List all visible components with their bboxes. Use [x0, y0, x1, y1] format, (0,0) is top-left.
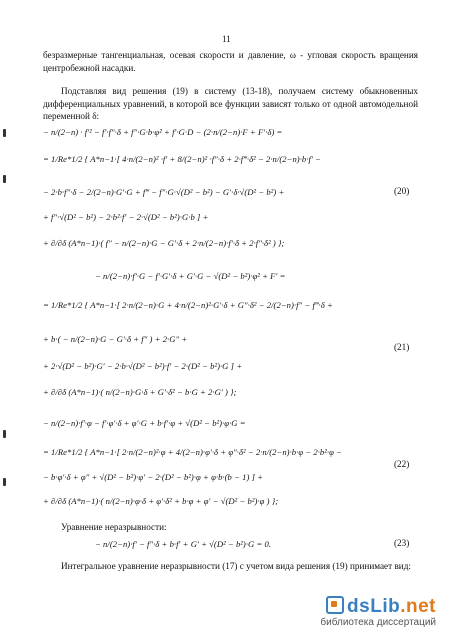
watermark-logo-tld: .net: [400, 596, 436, 617]
equation-number-23: (23): [394, 538, 410, 548]
equation-20-line-1: − n/(2−n) · f′² − f′·f″·δ + f″·G·b·φ² + f′·G·D − (2·n/(2−n)·F + F′·δ) =: [43, 127, 283, 137]
watermark-caption: библиотека диссертаций: [320, 617, 436, 628]
page-number: 11: [222, 34, 231, 44]
equation-number-20: (20): [394, 186, 410, 196]
equation-number-22: (22): [394, 459, 410, 469]
paragraph-continuity-heading: Уравнение неразрывности:: [61, 522, 167, 532]
watermark: [320, 596, 436, 628]
watermark-logo: [320, 596, 436, 618]
equation-21-line-2: = 1/Re*1/2 { A*n−1·[ 2·n/(2−n)·G + 4·n/(2−n)²·G′·δ + G″·δ² − 2/(2−n)·f″ − f‴·δ +: [43, 300, 333, 310]
equation-22-line-1: − n/(2−n)·f′·φ − f′·φ′·δ + φ′·G + b·f′·φ + √(D² − b²)·φ·G =: [43, 418, 246, 428]
equation-number-21: (21): [394, 342, 410, 352]
equation-21-line-1: − n/(2−n)·f′·G − f′·G′·δ + G′·G − √(D² − b²)·φ² + F′ =: [95, 271, 286, 281]
margin-mark: [3, 175, 6, 183]
equation-20-line-2: = 1/Re*1/2 { A*n−1·[ 4·n/(2−n)² ·f′ + 8/(2−n)² ·f″·δ + 2·f‴·δ² − 2·n/(2−n)·b·f′ −: [43, 154, 321, 164]
equation-21-line-4: + 2·√(D² − b²)·G′ − 2·b·√(D² − b²)·f′ − 2·(D² − b²)·G ] +: [43, 361, 243, 371]
margin-mark: [3, 478, 6, 486]
book-icon: [326, 596, 344, 614]
equation-21-line-3: + b·( − n/(2−n)·G − G′·δ + f″ ) + 2·G″ +: [43, 334, 188, 344]
equation-20-line-5: + ∂/∂δ (A*n−1)·( f″ − n/(2−n)·G − G′·δ + 2·n/(2−n)·f′·δ + 2·f″·δ² ) };: [43, 238, 285, 248]
paragraph-substitution: Подставляя вид решения (19) в систему (13-18), получаем систему обыкновенных дифференциальных уравнений, в которой все функции зависят только от одной автомодельной переменной δ:: [43, 86, 418, 121]
equation-22-line-4: + ∂/∂δ (A*n−1)·( n/(2−n)·φ·δ + φ′·δ² + b·φ + φ′ − √(D² − b²)·φ ) };: [43, 496, 279, 506]
equation-21-line-5: + ∂/∂δ (A*n−1)·( n/(2−n)·G·δ + G′·δ² − b·G + 2·G′ ) };: [43, 387, 237, 397]
equation-23: − n/(2−n)·f′ − f″·δ + b·f′ + G′ + √(D² − b²)·G = 0.: [95, 539, 272, 549]
margin-mark: [3, 129, 6, 137]
paragraph-intro: безразмерные тангенциальная, осевая скорости и давление, ω - угловая скорость вращения центробежной насадки.: [43, 50, 418, 73]
margin-mark: [3, 430, 6, 438]
equation-20-line-3: − 2·b·f″·δ − 2/(2−n)·G′·G + f‴ − f″·G·√(D² − b²) − G′·δ·√(D² − b²) +: [43, 187, 285, 197]
equation-22-line-2: = 1/Re*1/2 { A*n−1·[ 2·n/(2−n)²·φ + 4/(2−n)·φ′·δ + φ″·δ² − 2·n/(2−n)·b·φ − 2·b²·φ −: [43, 447, 342, 457]
paragraph-integral-continuity: Интегральное уравнение неразрывности (17) с учетом вида решения (19) принимает вид:: [61, 561, 411, 571]
equation-20-line-4: + f″·√(D² − b²) − 2·b²·f′ − 2·√(D² − b²)·G·b ] +: [43, 212, 209, 222]
watermark-logo-main: dsLib: [347, 596, 401, 617]
equation-22-line-3: − b·φ′·δ + φ″ + √(D² − b²)·φ′ − 2·(D² − b²)·φ + φ·b·(b − 1) ] +: [43, 472, 264, 482]
